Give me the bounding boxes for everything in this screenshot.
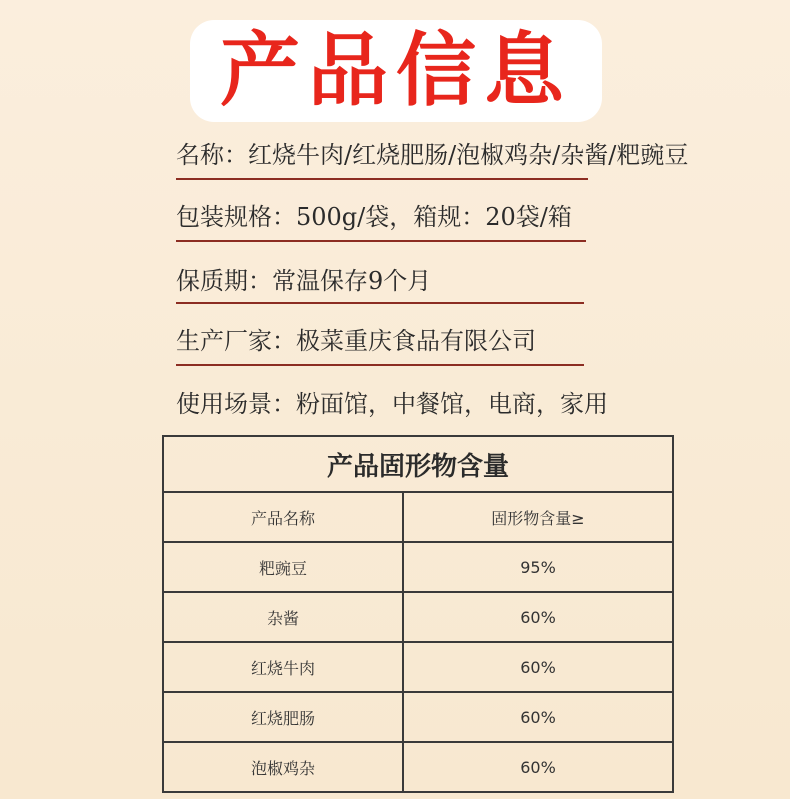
info-divider: [176, 364, 584, 366]
page-title: 产品信息: [220, 24, 572, 117]
column-header-solids: 固形物含量≥: [403, 492, 673, 542]
info-usage-label: 使用场景：: [176, 390, 296, 418]
info-packaging-label: 包装规格：: [176, 203, 296, 231]
solids-value-cell: 95%: [403, 542, 673, 592]
product-name-cell: 杂酱: [163, 592, 403, 642]
info-name-value: 红烧牛肉/红烧肥肠/泡椒鸡杂/杂酱/粑豌豆: [248, 141, 689, 169]
info-shelf-life-label: 保质期：: [176, 267, 272, 295]
info-packaging-value: 500g/袋，箱规：20袋/箱: [296, 203, 572, 231]
solids-value-cell: 60%: [403, 592, 673, 642]
info-packaging: [176, 205, 572, 229]
info-usage-value: 粉面馆，中餐馆，电商，家用: [296, 390, 608, 418]
table-row: [163, 742, 673, 792]
solids-value-cell: 60%: [403, 742, 673, 792]
info-divider: [176, 178, 588, 180]
product-name-cell: 泡椒鸡杂: [163, 742, 403, 792]
column-header-product: 产品名称: [163, 492, 403, 542]
table-row: [163, 642, 673, 692]
solids-value-cell: 60%: [403, 642, 673, 692]
solids-value-cell: 60%: [403, 692, 673, 742]
info-shelf-life: [176, 269, 431, 293]
info-divider: [176, 302, 584, 304]
info-name: [176, 143, 688, 167]
table-header-row: [163, 492, 673, 542]
info-name-label: 名称：: [176, 141, 248, 169]
table-row: [163, 692, 673, 742]
product-name-cell: 粑豌豆: [163, 542, 403, 592]
table-caption: 产品固形物含量: [163, 436, 673, 492]
info-manufacturer: [176, 329, 536, 353]
info-shelf-life-value: 常温保存9个月: [272, 267, 432, 295]
table-row: [163, 592, 673, 642]
solids-content-table: [162, 435, 674, 793]
info-divider: [176, 240, 586, 242]
info-manufacturer-value: 极菜重庆食品有限公司: [296, 327, 536, 355]
info-usage: [176, 392, 608, 416]
title-banner: [190, 20, 602, 122]
table-caption-row: [163, 436, 673, 492]
product-name-cell: 红烧牛肉: [163, 642, 403, 692]
table-row: [163, 542, 673, 592]
product-name-cell: 红烧肥肠: [163, 692, 403, 742]
info-manufacturer-label: 生产厂家：: [176, 327, 296, 355]
